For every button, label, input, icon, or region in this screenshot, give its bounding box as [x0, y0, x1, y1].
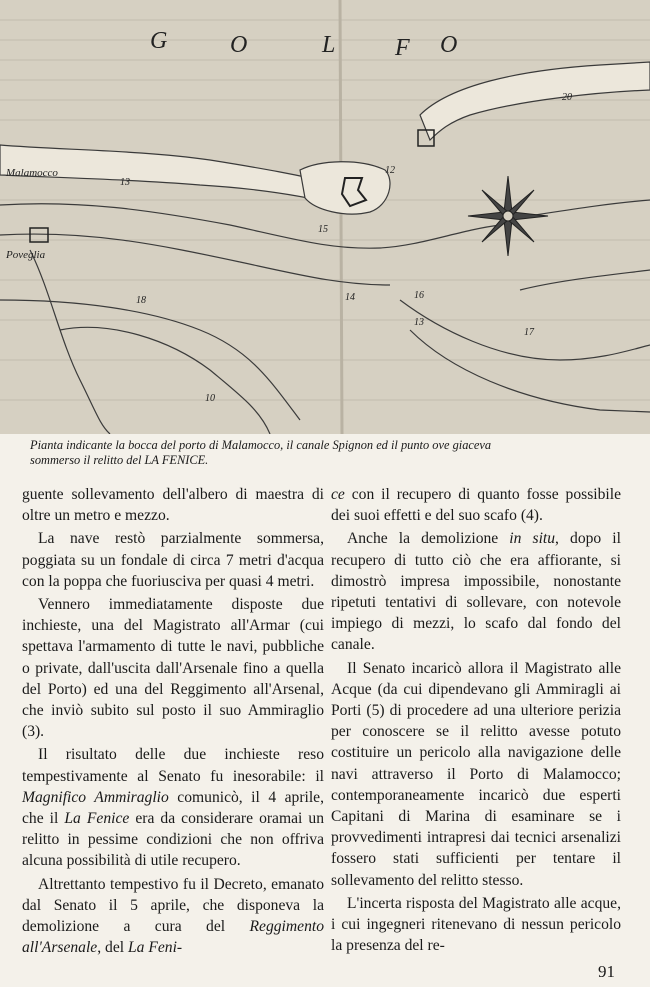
depth-label: 16	[414, 290, 424, 301]
sea-letter-2: O	[230, 32, 248, 58]
map-illustration	[0, 0, 650, 434]
italic-run: Magnifico Ammiraglio	[22, 788, 169, 806]
depth-label: 15	[318, 224, 328, 235]
italic-run: ce	[331, 486, 345, 503]
paragraph: La nave restò parzialmente sommersa, poggiata su un fondale di circa 7 metri d'acqua con la poppa che fuoriusciva per quasi 4 metri.	[22, 530, 324, 590]
text-column-right	[331, 484, 621, 958]
depth-label: 10	[205, 393, 215, 404]
paragraph	[331, 484, 621, 526]
caption-line-2: sommerso il relitto del LA FENICE.	[30, 453, 209, 467]
text-run: era da considerare oramai un relitto in pessime condizioni che non offriva alcuna possibilità di utile recupero.	[22, 810, 324, 870]
text-run: Il risultato delle due inchieste reso tempestivamente al Senato fu inesorabile: il	[22, 746, 324, 785]
text-run: Altrettanto tempestivo fu il Decreto, emanato dal Senato il 5 aprile, che disponeva la demolizione a cura del	[22, 875, 324, 936]
place-label-malamocco: Malamocco	[6, 167, 58, 179]
text-run: , del	[97, 939, 128, 957]
sea-letter-1: G	[150, 28, 168, 54]
italic-run: Reggimento all'Arsenale	[22, 918, 324, 957]
paragraph: guente sollevamento dell'albero di maestra di oltre un metro e mezzo.	[22, 486, 324, 525]
sea-letter-4: F	[395, 35, 410, 61]
figure-caption	[30, 438, 630, 468]
depth-label: 13	[414, 317, 424, 328]
text-run: , dopo il recupero di tutto ciò che era affiorante, si dimostrò impresa impossibile, nonostante ripetuti tentativi di sollevare, con notevole impiego di mezzi, lo scafo dal fondo del canale.	[331, 530, 621, 654]
text-column-left	[22, 484, 324, 960]
depth-label: 18	[136, 295, 146, 306]
place-label-poveglia: Poveglia	[6, 249, 46, 261]
page-number: 91	[598, 962, 615, 981]
paragraph	[22, 744, 324, 871]
text-run: con il recupero di quanto fosse possibile dei suoi effetti e del suo scafo (4).	[331, 486, 621, 525]
depth-label: 20	[562, 92, 572, 103]
depth-label: 14	[345, 292, 355, 303]
text-run: Anche la demolizione	[347, 530, 510, 548]
caption-line-1: Pianta indicante la bocca del porto di Malamocco, il canale Spignon ed il punto ove giaceva	[30, 438, 492, 452]
depth-label: 13	[120, 177, 130, 188]
paragraph	[331, 528, 621, 655]
text-run: comunicò, il 4 aprile, che il	[22, 788, 325, 828]
italic-run: La Fenice	[64, 810, 130, 828]
paragraph: L'incerta risposta del Magistrato alle acque, i cui ingegneri ritenevano di nessun pericolo la presenza del re-	[331, 894, 621, 955]
map-drawing	[0, 0, 650, 434]
sea-letter-5: O	[440, 32, 458, 58]
sea-letter-3: L	[322, 32, 336, 58]
depth-label: 17	[524, 327, 534, 338]
paragraph: Il Senato incaricò allora il Magistrato alle Acque (da cui dipendevano gli Ammiragli ai Porti (5) di procedere ad una ulteriore perizia per conoscere se il relitto avesse potuto costituire un pericolo alla navigazione delle navi attraverso il Porto di Malamocco; contemporaneamente incaricò due esperti Capitani di Marina di esaminare se i provvedimenti intrapresi dai tecnici arsenalizi fossero stati sufficienti per tentare il sollevamento del relitto stesso.	[331, 659, 621, 889]
italic-run: in situ	[509, 530, 556, 548]
italic-run: La Feni-	[127, 939, 183, 957]
depth-label: 12	[385, 165, 395, 176]
paragraph	[22, 874, 324, 959]
paragraph: Vennero immediatamente disposte due inchieste, una del Magistrato all'Armar (cui spettava l'armamento di tutte le navi, pubbliche o private, dall'uscita dall'Arsenale fino a quella del Porto) ed una del Reggimento all'Arsenal, che inviò subito sul posto il suo Ammiraglio (3).	[22, 596, 324, 741]
